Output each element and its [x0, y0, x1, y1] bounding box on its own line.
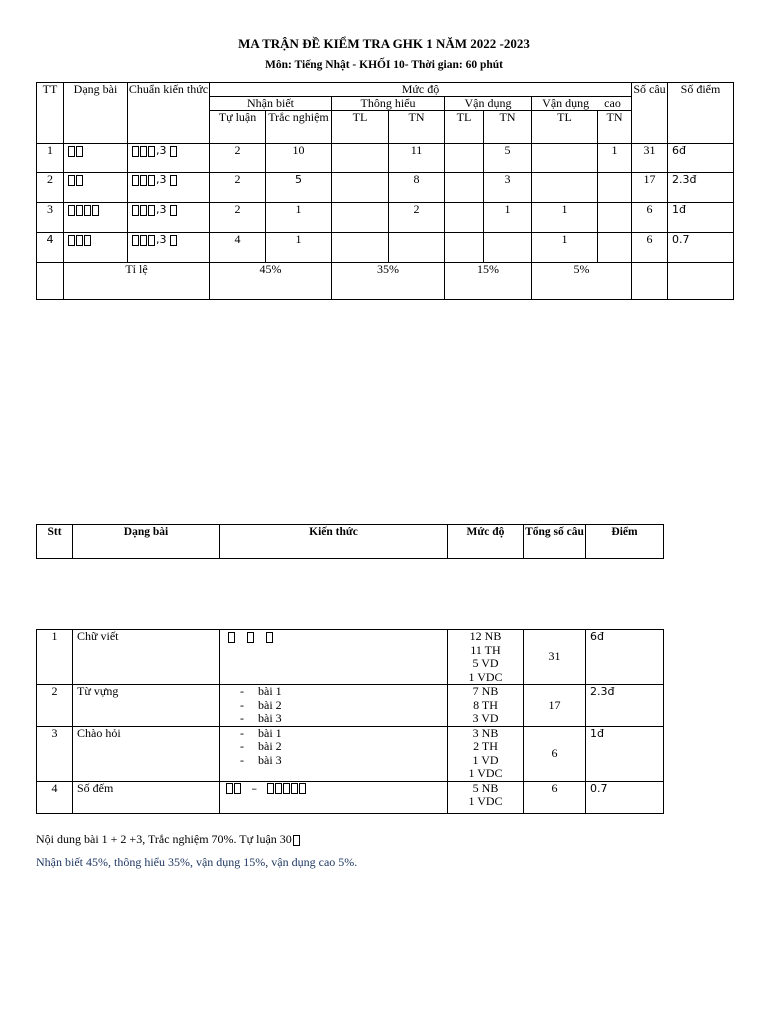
- document-title: MA TRẬN ĐỀ KIỂM TRA GHK 1 NĂM 2022 -2023: [238, 36, 530, 51]
- header-trac-nghiem: Trắc nghiệm: [266, 111, 332, 144]
- matrix-tt: 3: [37, 203, 64, 233]
- matrix-so-diem: 2.3đ: [668, 173, 734, 203]
- detail-dang-bai: Từ vựng: [73, 685, 220, 727]
- header-tt: TT: [37, 83, 64, 144]
- matrix-chuan: ,3: [128, 173, 210, 203]
- empty-cell: [668, 263, 734, 300]
- ratio-vd: 15%: [445, 263, 532, 300]
- header-chuan-kien-thuc: Chuẩn kiến thức: [128, 83, 210, 144]
- detail-stt: 3: [37, 726, 73, 781]
- header-dang-bai: Dạng bài: [64, 83, 128, 144]
- matrix-cell: 1: [532, 203, 598, 233]
- muc-do-line: 1 VDC: [468, 669, 503, 684]
- lesson-item: - bài 1: [240, 685, 447, 699]
- header-so-diem: Số điểm: [668, 83, 734, 144]
- matrix-cell: [332, 144, 389, 173]
- document-subtitle: Môn: Tiếng Nhật - KHỐI 10- Thời gian: 60 phút: [264, 59, 503, 71]
- detail-tong-so-cau: 31: [524, 630, 586, 685]
- matrix-chuan: ,3: [128, 203, 210, 233]
- muc-do-line: 3 VD: [472, 711, 499, 725]
- matrix-cell: 2: [389, 203, 445, 233]
- matrix-cell: [484, 233, 532, 263]
- matrix-tt: 2: [37, 173, 64, 203]
- ratio-th: 35%: [332, 263, 445, 300]
- matrix-cell: [332, 233, 389, 263]
- detail-diem: 1đ: [586, 726, 664, 781]
- matrix-cell: [445, 173, 484, 203]
- matrix-cell: 1: [266, 233, 332, 263]
- detail-diem: 2.3đ: [586, 685, 664, 727]
- detail-diem: 0.7: [586, 781, 664, 813]
- muc-do-line: 1 VD: [472, 752, 499, 767]
- detail-table: [36, 629, 664, 814]
- detail-kien-thuc: [220, 726, 448, 781]
- detail-dang-bai: Số đếm: [73, 781, 220, 813]
- matrix-so-diem: 1đ: [668, 203, 734, 233]
- detail-kien-thuc: [220, 685, 448, 727]
- detail-dang-bai: Chữ viết: [73, 630, 220, 685]
- muc-do-line: 7 NB: [472, 684, 499, 698]
- detail-muc-do: [448, 726, 524, 781]
- detail-tong-so-cau: 6: [524, 781, 586, 813]
- detail-kien-thuc: [220, 630, 448, 685]
- header-thong-hieu: Thông hiểu: [332, 97, 445, 111]
- matrix-tt: 4: [37, 233, 64, 263]
- matrix-cell: 2: [210, 203, 266, 233]
- matrix-cell: 8: [389, 173, 445, 203]
- header-nhan-biet: Nhận biết: [210, 97, 332, 111]
- detail-header-kien-thuc: Kiến thức: [220, 525, 448, 559]
- detail-header-diem: Điểm: [586, 525, 664, 559]
- header-vdc-tn: TN: [598, 111, 632, 144]
- header-vd-tn: TN: [484, 111, 532, 144]
- muc-do-line: 1 VDC: [468, 794, 503, 808]
- header-van-dung: Vận dụng: [445, 97, 532, 111]
- empty-cell: [37, 263, 64, 300]
- ratio-vdc: 5%: [532, 263, 632, 300]
- matrix-cell: 5: [484, 144, 532, 173]
- lesson-item: - bài 1: [240, 727, 447, 741]
- detail-header-dang-bai: Dạng bài: [73, 525, 220, 559]
- matrix-cell: 10: [266, 144, 332, 173]
- matrix-cell: [598, 233, 632, 263]
- detail-kien-thuc: [220, 781, 448, 813]
- matrix-dang-bai: [64, 173, 128, 203]
- muc-do-line: 8 TH: [473, 697, 498, 712]
- lesson-item: - bài 2: [240, 699, 447, 713]
- header-vd-tl: TL: [445, 111, 484, 144]
- header-van-dung-cao: Vận dụng cao: [532, 97, 632, 111]
- matrix-cell: [598, 173, 632, 203]
- matrix-cell: 2: [210, 144, 266, 173]
- header-vdc-tl: TL: [532, 111, 598, 144]
- matrix-cell: 1: [598, 144, 632, 173]
- matrix-tt: 1: [37, 144, 64, 173]
- header-muc-do: Mức độ: [210, 83, 632, 97]
- matrix-cell: 5: [266, 173, 332, 203]
- header-th-tn: TN: [389, 111, 445, 144]
- detail-diem: 6đ: [586, 630, 664, 685]
- lesson-item: - bài 3: [240, 712, 447, 726]
- matrix-so-cau: 6: [632, 233, 668, 263]
- muc-do-line: 2 TH: [473, 739, 498, 753]
- matrix-so-cau: 6: [632, 203, 668, 233]
- detail-dang-bai: Chào hỏi: [73, 726, 220, 781]
- ratio-label: Tỉ lệ: [64, 263, 210, 300]
- muc-do-line: 5 VD: [472, 656, 499, 670]
- muc-do-line: 3 NB: [472, 725, 499, 740]
- matrix-cell: [332, 173, 389, 203]
- header-so-cau: Số câu: [632, 83, 668, 144]
- muc-do-line: 12 NB: [469, 629, 502, 643]
- header-tu-luan: Tự luận: [210, 111, 266, 144]
- detail-tong-so-cau: 17: [524, 685, 586, 727]
- matrix-chuan: ,3: [128, 144, 210, 173]
- matrix-dang-bai: [64, 233, 128, 263]
- muc-do-line: 1 VDC: [468, 766, 503, 780]
- detail-tong-so-cau: 6: [524, 726, 586, 781]
- ratio-nb: 45%: [210, 263, 332, 300]
- matrix-cell: 4: [210, 233, 266, 263]
- matrix-cell: [532, 144, 598, 173]
- header-th-tl: TL: [332, 111, 389, 144]
- empty-cell: [632, 263, 668, 300]
- matrix-cell: 2: [210, 173, 266, 203]
- detail-muc-do: [448, 685, 524, 727]
- matrix-cell: [389, 233, 445, 263]
- lesson-item: - bài 3: [240, 754, 447, 768]
- detail-header-stt: Stt: [37, 525, 73, 559]
- detail-stt: 4: [37, 781, 73, 813]
- matrix-cell: [445, 203, 484, 233]
- matrix-cell: 11: [389, 144, 445, 173]
- matrix-so-cau: 17: [632, 173, 668, 203]
- matrix-table: [36, 82, 734, 300]
- detail-muc-do: [448, 781, 524, 813]
- matrix-cell: 1: [266, 203, 332, 233]
- lesson-item: - bài 2: [240, 740, 447, 754]
- row4-dash: –: [251, 781, 257, 795]
- note-content: Nội dung bài 1 + 2 +3, Trắc nghiệm 70%. Tự luận 30: [36, 832, 301, 847]
- matrix-cell: 3: [484, 173, 532, 203]
- muc-do-line: 5 NB: [472, 780, 499, 795]
- matrix-so-diem: 0.7: [668, 233, 734, 263]
- muc-do-line: 11 TH: [470, 642, 501, 657]
- detail-header-table: [36, 524, 664, 559]
- matrix-cell: 1: [532, 233, 598, 263]
- detail-stt: 2: [37, 685, 73, 727]
- matrix-so-diem: 6đ: [668, 144, 734, 173]
- detail-header-muc-do: Mức độ: [448, 525, 524, 559]
- matrix-so-cau: 31: [632, 144, 668, 173]
- matrix-cell: [332, 203, 389, 233]
- matrix-chuan: ,3: [128, 233, 210, 263]
- detail-muc-do: [448, 630, 524, 685]
- detail-header-tong-so-cau: Tổng số câu: [524, 525, 586, 559]
- matrix-dang-bai: [64, 203, 128, 233]
- matrix-cell: [598, 203, 632, 233]
- matrix-cell: [445, 233, 484, 263]
- matrix-cell: [532, 173, 598, 203]
- matrix-cell: 1: [484, 203, 532, 233]
- matrix-cell: [445, 144, 484, 173]
- note-ratio: Nhận biết 45%, thông hiểu 35%, vận dụng 15%, vận dụng cao 5%.: [36, 855, 358, 869]
- detail-stt: 1: [37, 630, 73, 685]
- matrix-dang-bai: [64, 144, 128, 173]
